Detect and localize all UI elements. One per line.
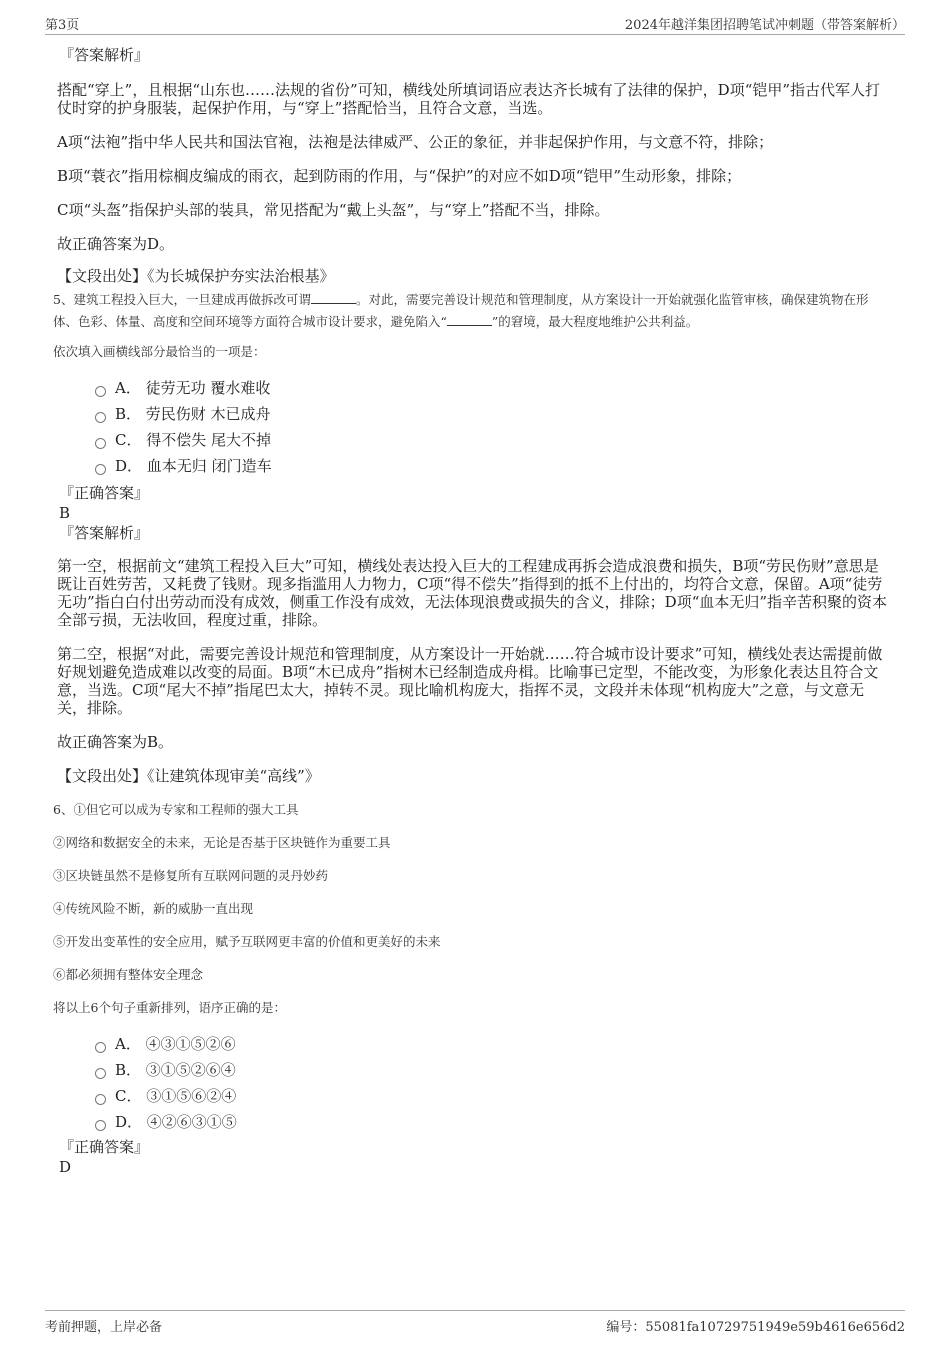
page-footer bbox=[45, 1310, 905, 1337]
analysis-paragraph: A项“法袍”指中华人民共和国法官袍，法袍是法律威严、公正的象征，并非起保护作用，与文意不符，排除； bbox=[57, 133, 774, 151]
option-list bbox=[57, 1031, 889, 1135]
correct-answer: D bbox=[59, 1158, 72, 1176]
source-citation: 【文段出处】《为长城保护夯实法治根基》 bbox=[57, 267, 335, 285]
analysis-paragraph: 第一空，根据前文“建筑工程投入巨大”可知，横线处表达投入巨大的工程建成再拆会造成浪费和损失，B项“劳民伤财”意思是既让百姓劳苦，又耗费了钱财。现多指滥用人力物力，C项“得不偿失”指得到的抵不上付出的，均符合文意，保留。A项“徒劳无功”指白白付出劳动而没有成效，侧重工作没有成效，无法体现浪费或损失的含义，排除；D项“血本无归”指辛苦积聚的资本全部亏损，无法收回，程度过重，排除。 bbox=[57, 557, 888, 629]
sentence-item: ④传统风险不断，新的威胁一直出现 bbox=[53, 901, 254, 916]
sentence-item: 6、①但它可以成为专家和工程师的强大工具 bbox=[53, 802, 299, 817]
radio-icon[interactable] bbox=[95, 1042, 106, 1053]
option-b[interactable]: B． ③①⑤②⑥④ bbox=[95, 1057, 889, 1083]
correct-answer-label: 『正确答案』 bbox=[59, 1138, 150, 1156]
radio-icon[interactable] bbox=[95, 1120, 106, 1131]
option-d[interactable]: D． ④②⑥③①⑤ bbox=[95, 1109, 889, 1135]
option-b[interactable]: B． 劳民伤财 木已成舟 bbox=[95, 401, 889, 427]
fill-blank bbox=[447, 313, 492, 326]
analysis-paragraph: 第二空，根据“对此，需要完善设计规范和管理制度，从方案设计一开始就……符合城市设计要求”可知，横线处表达需提前做好规划避免造成难以改变的局面。B项“木已成舟”指树木已经制造成舟楫。比喻事已定型，不能改变，为形象化表达且符合文意，当选。C项“尾大不掉”指尾巴太大，掉转不灵。现比喻机构庞大，指挥不灵，文段并未体现“机构庞大”之意，与文意无关，排除。 bbox=[57, 645, 883, 717]
option-d[interactable]: D． 血本无归 闭门造车 bbox=[95, 453, 889, 479]
radio-icon[interactable] bbox=[95, 1068, 106, 1079]
question-prompt: 将以上6个句子重新排列，语序正确的是： bbox=[53, 1000, 286, 1015]
option-c[interactable]: C． ③①⑤⑥②④ bbox=[95, 1083, 889, 1109]
sentence-item: ⑤开发出变革性的安全应用，赋予互联网更丰富的价值和更美好的未来 bbox=[53, 934, 441, 949]
sentence-item: ⑥都必须拥有整体安全理念 bbox=[53, 967, 204, 982]
document-title: 2024年越洋集团招聘笔试冲刺题（带答案解析） bbox=[624, 18, 905, 33]
radio-icon[interactable] bbox=[95, 464, 106, 475]
source-citation: 【文段出处】《让建筑体现审美“高线”》 bbox=[57, 767, 320, 785]
page-number: 第3页 bbox=[45, 18, 80, 33]
document-id: 编号：55081fa10729751949e59b4616e656d2 bbox=[606, 1320, 905, 1335]
option-a[interactable]: A． 徒劳无功 覆水难收 bbox=[95, 375, 889, 401]
page-content bbox=[53, 45, 889, 1177]
sentence-item: ③区块链虽然不是修复所有互联网问题的灵丹妙药 bbox=[53, 868, 329, 883]
option-c[interactable]: C． 得不偿失 尾大不掉 bbox=[95, 427, 889, 453]
option-a[interactable]: A． ④③①⑤②⑥ bbox=[95, 1031, 889, 1057]
question-stem: 5、建筑工程投入巨大，一旦建成再做拆改可谓 。对此，需要完善设计规范和管理制度，从方案设计一开始就强化监管审核，确保建筑物在形体、色彩、体量、高度和空间环境等方面符合城市设计要求，避免陷入“ ”的窘境，最大程度地维护公共利益。 bbox=[53, 292, 869, 329]
analysis-paragraph: 搭配“穿上”，且根据“山东也……法规的省份”可知，横线处所填词语应表达齐长城有了法律的保护，D项“铠甲”指古代军人打仗时穿的护身服装，起保护作用，与“穿上”搭配恰当，且符合文意，当选。 bbox=[57, 81, 881, 117]
answer-analysis-label: 『答案解析』 bbox=[59, 524, 150, 542]
analysis-conclusion: 故正确答案为D。 bbox=[57, 235, 175, 253]
radio-icon[interactable] bbox=[95, 438, 106, 449]
option-list bbox=[57, 375, 889, 479]
sentence-item: ②网络和数据安全的未来，无论是否基于区块链作为重要工具 bbox=[53, 835, 391, 850]
page-header bbox=[45, 14, 905, 35]
analysis-paragraph: C项“头盔”指保护头部的装具，常见搭配为“戴上头盔”，与“穿上”搭配不当，排除。 bbox=[57, 201, 610, 219]
analysis-paragraph: B项“蓑衣”指用棕榈皮编成的雨衣，起到防雨的作用，与“保护”的对应不如D项“铠甲”生动形象，排除； bbox=[57, 167, 742, 185]
radio-icon[interactable] bbox=[95, 386, 106, 397]
answer-analysis-label: 『答案解析』 bbox=[59, 46, 150, 64]
analysis-conclusion: 故正确答案为B。 bbox=[57, 733, 174, 751]
radio-icon[interactable] bbox=[95, 1094, 106, 1105]
fill-blank bbox=[311, 291, 356, 304]
radio-icon[interactable] bbox=[95, 412, 106, 423]
correct-answer: B bbox=[59, 504, 71, 522]
question-prompt: 依次填入画横线部分最恰当的一项是： bbox=[53, 344, 266, 359]
correct-answer-label: 『正确答案』 bbox=[59, 484, 150, 502]
footer-slogan: 考前押题，上岸必备 bbox=[45, 1320, 163, 1335]
